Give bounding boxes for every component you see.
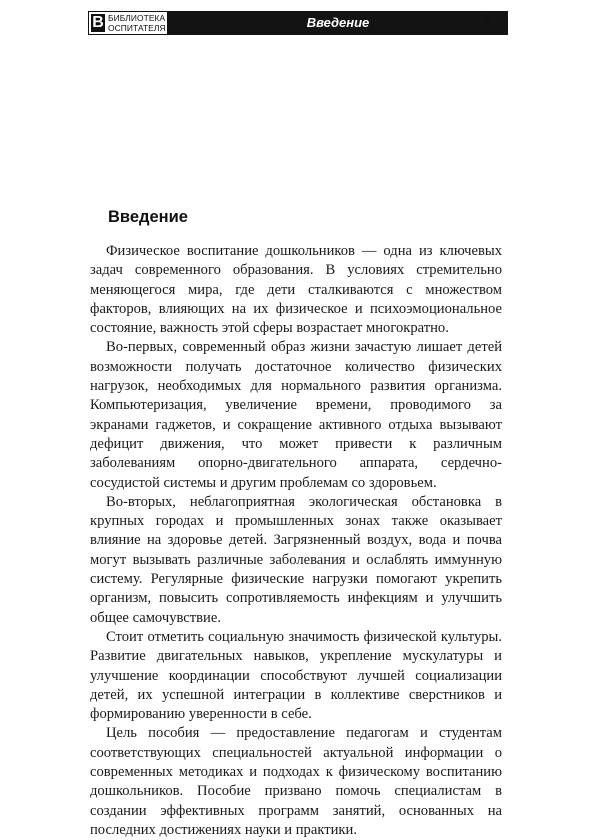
series-logo-line2: ОСПИТАТЕЛЯ bbox=[108, 23, 166, 33]
running-title: Введение bbox=[306, 15, 370, 30]
series-logo bbox=[88, 11, 168, 35]
series-logo-text bbox=[108, 13, 168, 33]
paragraph: Стоит отметить социальную значимость физической культуры. Развитие двигательных навыков, укрепление мускулатуры и улучшение координации способствуют лучшей социализации детей, их успешной интеграции в коллективе сверстников и формированию уверенности в себе. bbox=[90, 628, 502, 723]
running-header bbox=[88, 11, 508, 35]
paragraph: Физическое воспитание дошкольников — одна из ключевых задач современного образования. В условиях стремительно меняющегося мира, где дети сталкиваются с множеством факторов, влияющих на их физическое и психоэмоциональное состояние, важность этой сферы возрастает многократно. bbox=[90, 243, 502, 337]
body-text bbox=[90, 242, 502, 840]
paragraph: Во-первых, современный образ жизни зачастую лишает детей возможности получать достаточное количество физических нагрузок, необходимых для нормального развития организма. Компьютеризация, увеличение времени, проводимого за экранами гаджетов, и сокращение активного отдыха вызывают дефицит движения, что может привести к различным заболеваниям опорно-двигательного аппарата, сердечно-сосудистой системы и другим проблемам со здоровьем. bbox=[90, 339, 502, 491]
series-logo-line1: БИБЛИОТЕКА bbox=[108, 13, 166, 23]
header-bar bbox=[168, 11, 508, 35]
page-number: 3 bbox=[482, 13, 491, 30]
paragraph: Цель пособия — предоставление педагогам и студентам соответствующих специальностей актуальной информации о современных методиках и подходах к физическому воспитанию дошкольников. Пособие призвано помочь специалистам в создании эффективных программ занятий, основанных на последних достижениях науки и практики. bbox=[90, 725, 502, 838]
paragraph: Во-вторых, неблагоприятная экологическая обстановка в крупных городах и промышленных зонах также оказывает влияние на здоровье детей. Загрязненный воздух, вода и почва могут вызывать различные заболевания и ослаблять иммунную систему. Регулярные физические нагрузки помогают укрепить организм, повысить сопротивляемость инфекциям и улучшить общее самочувствие. bbox=[90, 493, 502, 626]
section-heading: Введение bbox=[108, 208, 188, 226]
series-logo-letter: B bbox=[92, 14, 104, 31]
